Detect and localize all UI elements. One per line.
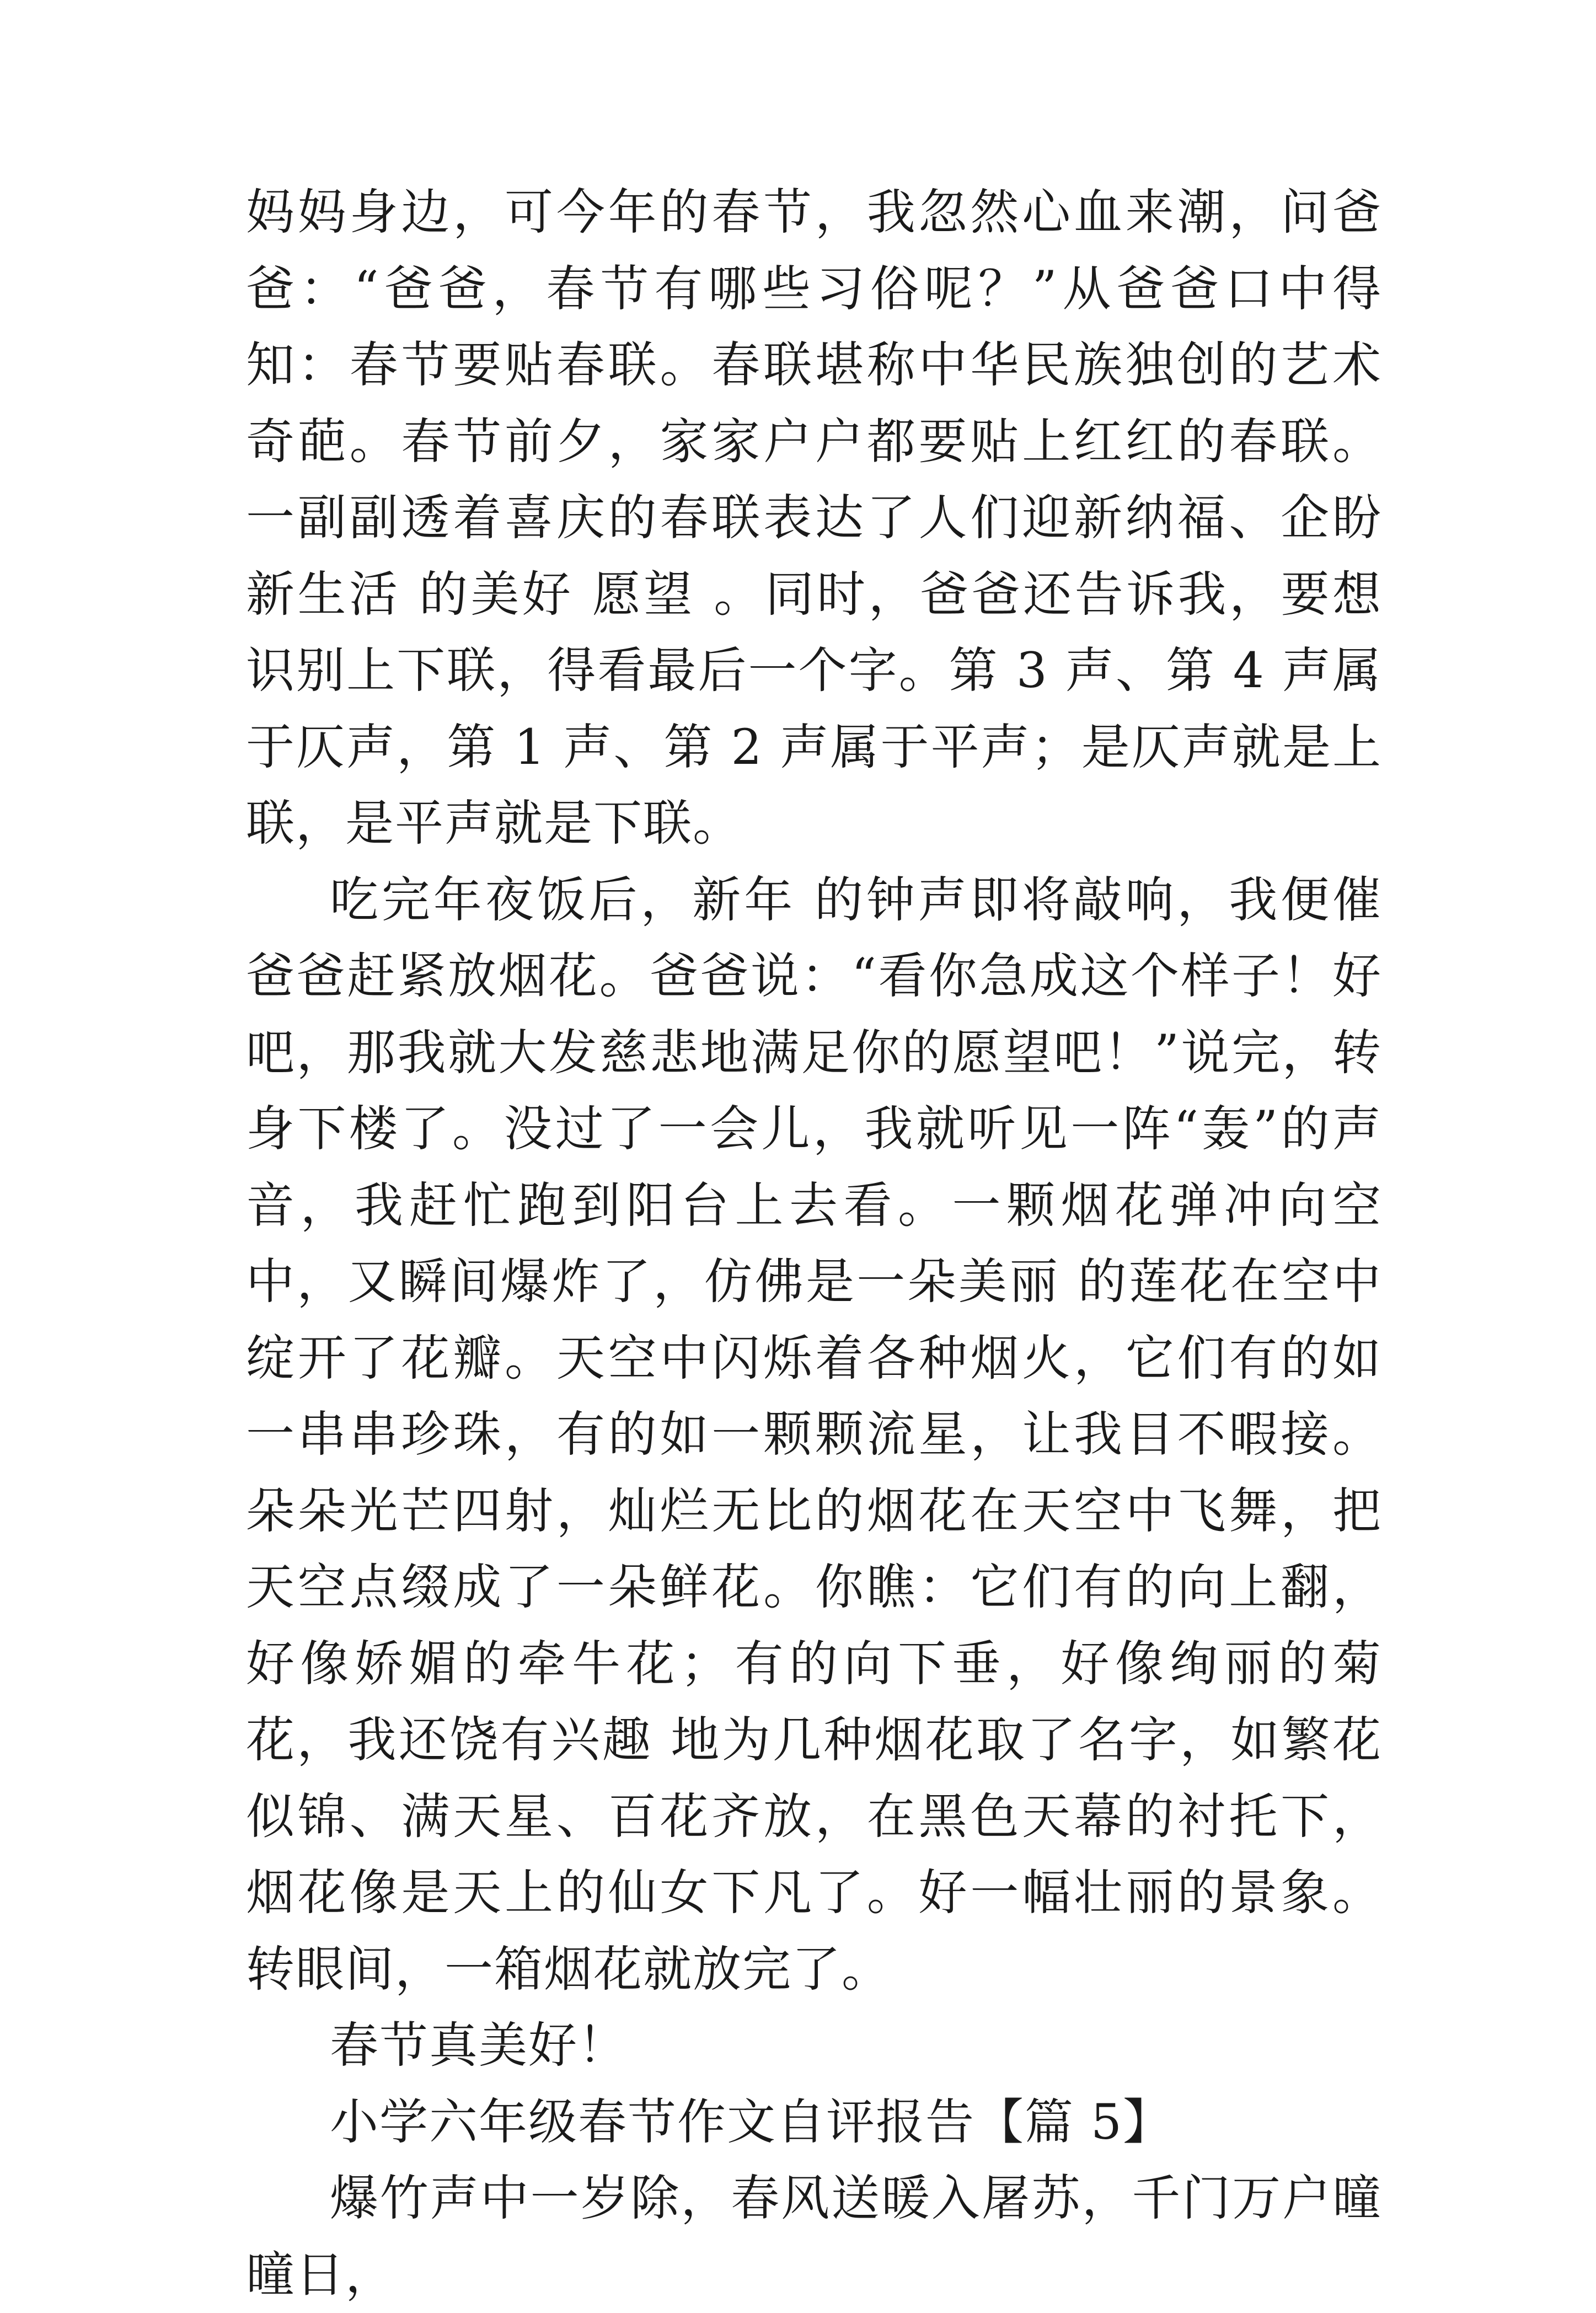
paragraph-conclusion: 春节真美好！	[330, 2017, 628, 2074]
paragraph-spring-couplets: 妈妈身边，可今年的春节，我忽然心血来潮，问爸爸：“爸爸，春节有哪些习俗呢？”从爸爸口中得知：春节要贴春联。春联堪称中华民族独创的艺术 奇葩。春节前夕，家家户户都要贴上红红的春联。一副副透着喜庆的春联表达了人们迎新纳福、企盼新生活 的美好 愿望 。同时，爸爸还告诉我，要想识别上下联，得看最后一个字。第 3 声、第 4 声属于仄声，第 1 声、第 2 声属于平声；是仄声就是上联，是平声就是下联。	[246, 184, 1382, 852]
section-heading: 小学六年级春节作文自评报告【篇 5】	[330, 2093, 1172, 2150]
document-body	[246, 174, 1382, 2313]
paragraph-poem-opening: 爆竹声中一岁除，春风送暖入屠苏，千门万户曈曈日，	[246, 2170, 1382, 2303]
paragraph-fireworks: 吃完年夜饭后，新年 的钟声即将敲响，我便催爸爸赶紧放烟花。爸爸说：“看你急成这个样子！好吧，那我就大发慈悲地满足你的愿望吧！”说完，转身下楼了。没过了一会儿，我就听见一阵“轰”的声音，我赶忙跑到阳台上去看。一颗烟花弹冲向空中，又瞬间爆炸了，仿佛是一朵美丽 的莲花在空中绽开了花瓣。天空中闪烁着各种烟火，它们有的如一串串珍珠，有的如一颗颗流星，让我目不暇接。朵朵光芒四射，灿烂无比的烟花在天空中飞舞，把天空点缀成了一朵鲜花。你瞧：它们有的向上翻，好像娇媚的牵牛花；有的向下垂，好像绚丽的菊花，我还饶有兴趣 地为几种烟花取了名字，如繁花似锦、满天星、百花齐放，在黑色天幕的衬托下，烟花像是天上的仙女下凡了。好一幅壮丽的景象。转眼间，一箱烟花就放完了。	[246, 871, 1382, 1998]
